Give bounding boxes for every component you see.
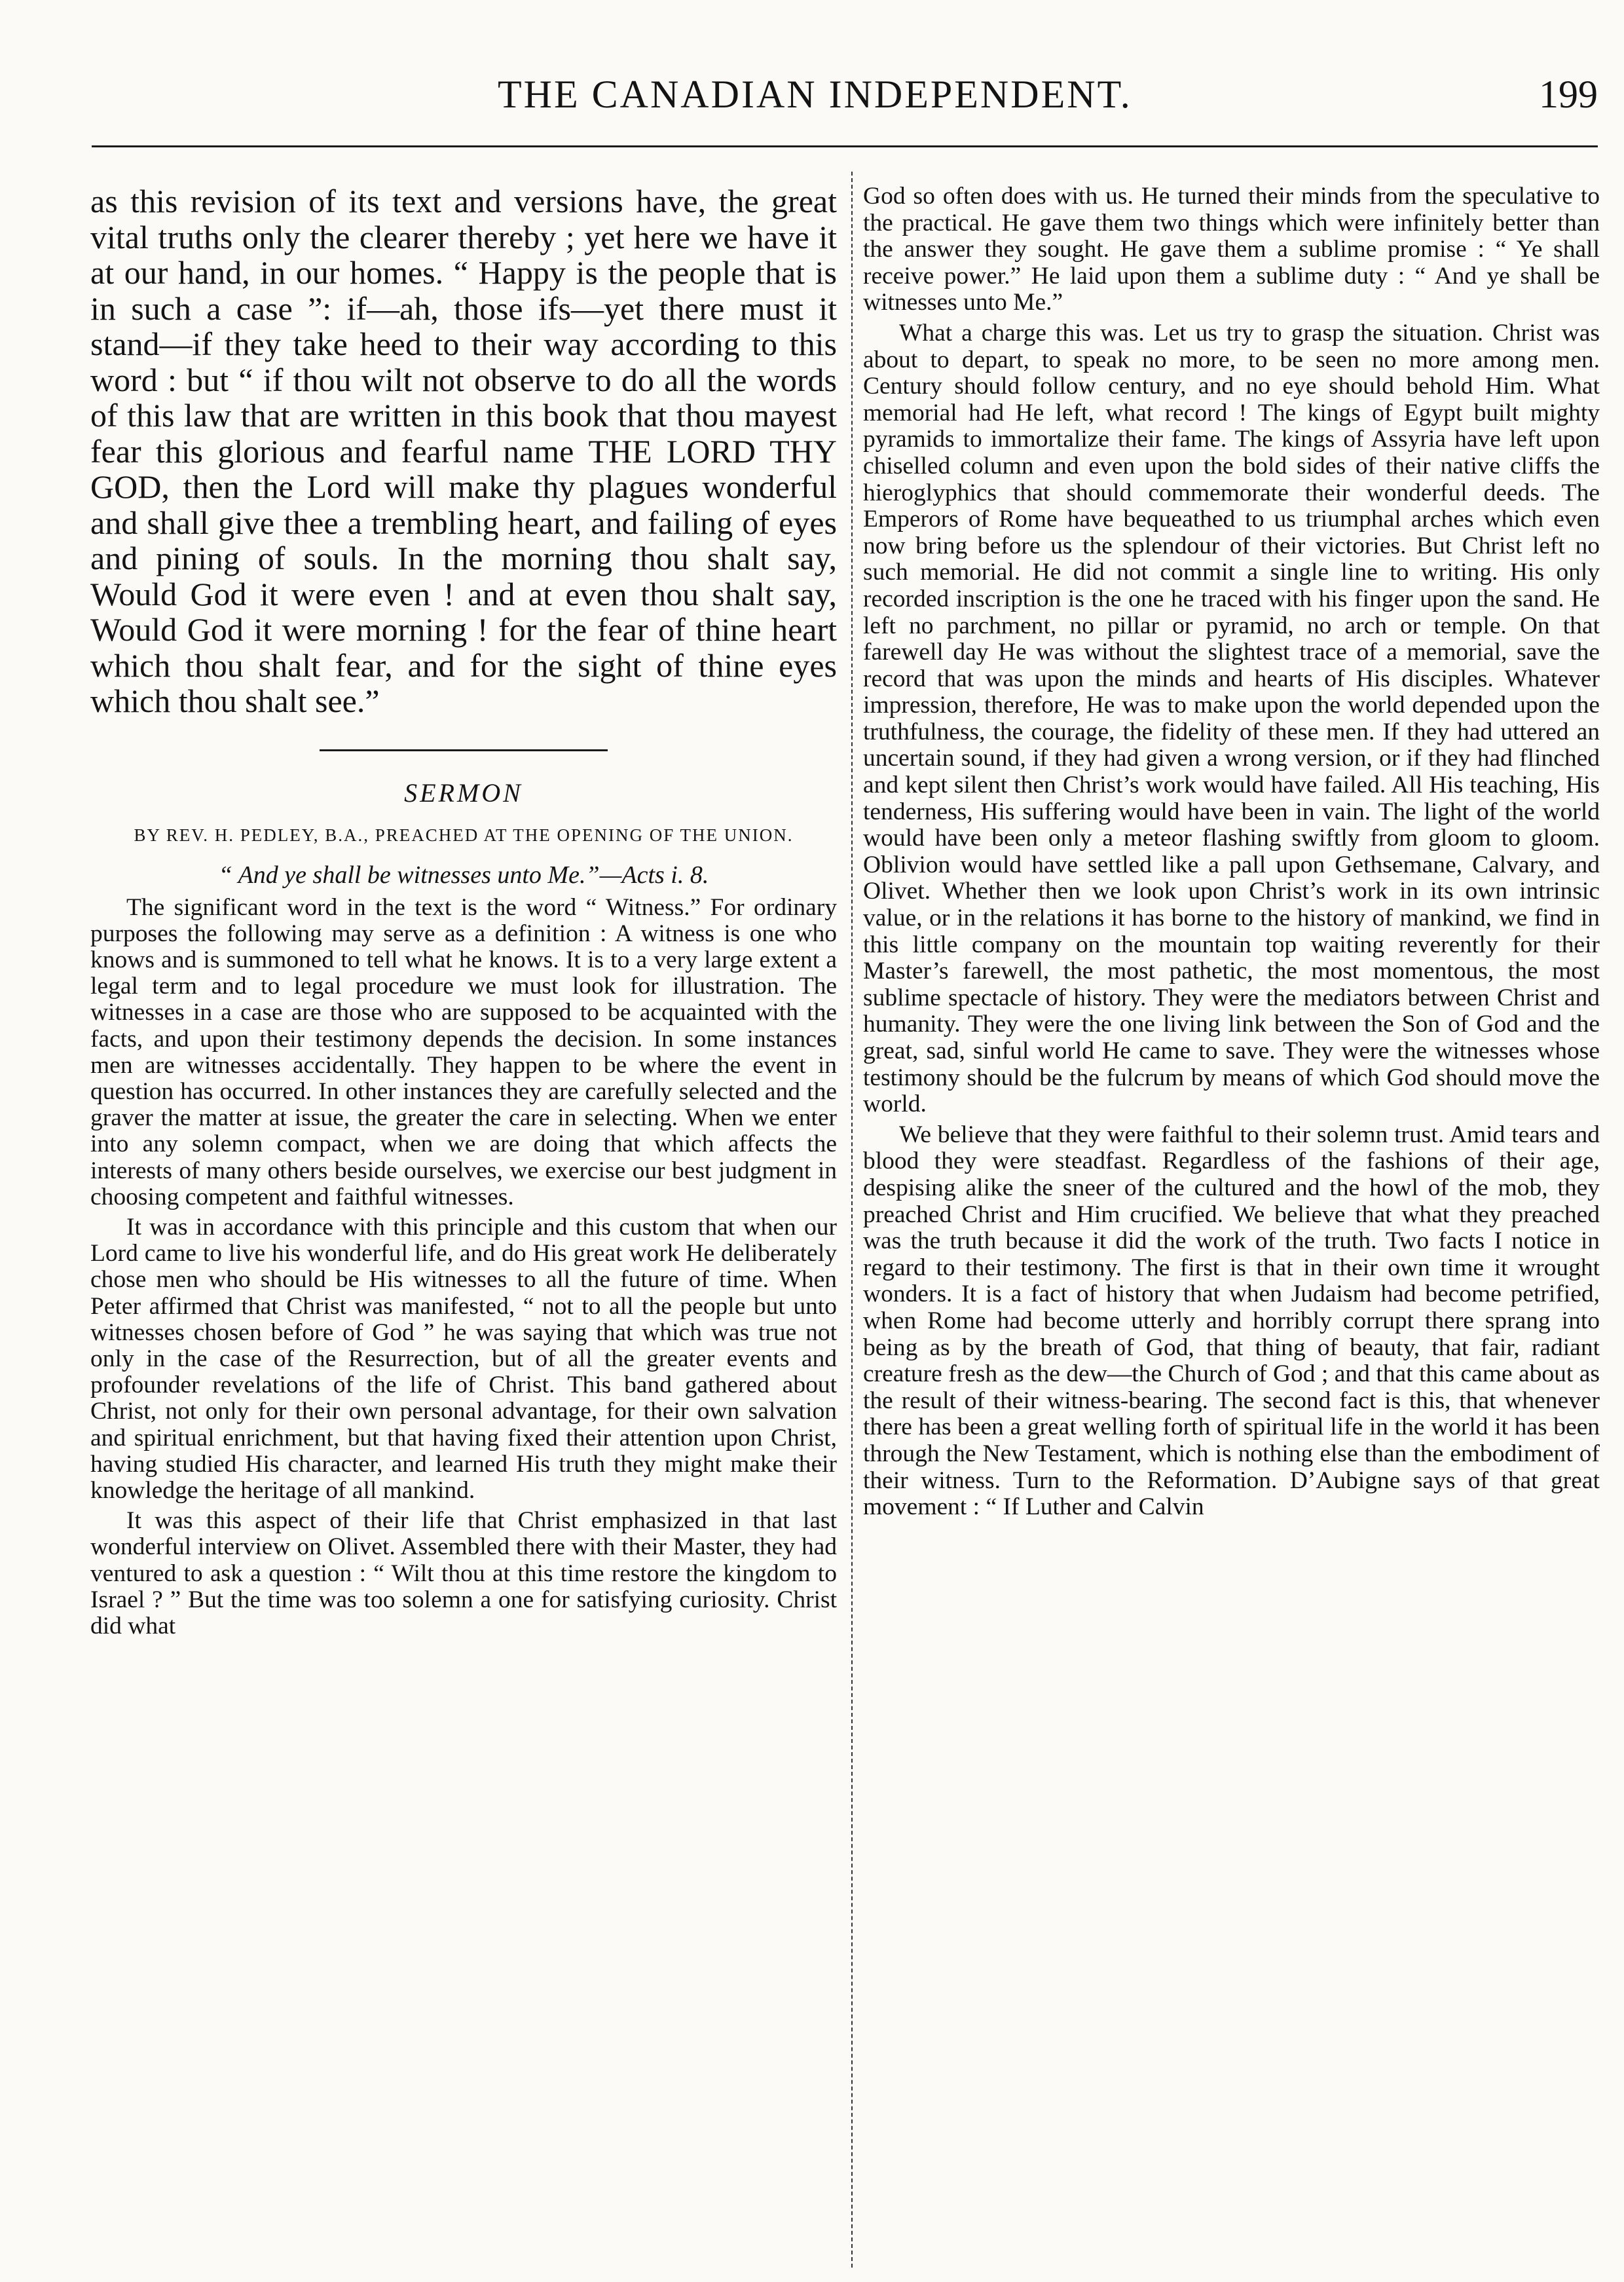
header-rule <box>92 145 1598 147</box>
right-column <box>863 183 1600 1521</box>
scripture-excerpt <box>90 183 837 719</box>
excerpt-part-2: then the Lord will make thy plagues wonderful and shall give thee a trembling heart, and failing of eyes and pining of souls. In the morning thou shalt say, Would God it were even ! and at even thou shalt say, Would God it were morning ! for the fear of thine heart which thou shalt fear, and for the sight of thine eyes which thou shalt see.” <box>90 468 837 719</box>
paragraph: The significant word in the text is the word “ Witness.” For ordinary purposes the following may serve as a definition : A witness is one who knows and is summoned to tell what he knows. It is to a very large extent a legal term and to legal procedure we must look for illustration. The witnesses in a case are those who are supposed to be acquainted with the facts, and upon their testimony depends the decision. In some instances men are witnesses accidentally. They happen to be where the event in question has occurred. In other instances they are carefully selected and the graver the matter at issue, the greater the care in selecting. When we enter into any solemn compact, when we are doing that which affects the interests of many others beside ourselves, we exercise our best judgment in choosing competent and faithful witnesses. <box>90 893 837 1210</box>
excerpt-part-1: as this revision of its text and versions have, the great vital truths only the clearer thereby ; yet here we have it at our hand, in our homes. “ Happy is the people that is in such a case ”: if—ah, those ifs—yet there must it stand—if they take heed to their way according to this word : but “ if thou wilt not observe to do all the words of this law that are written in this book that thou mayest fear this glorious and fearful name <box>90 183 837 470</box>
sermon-epigraph: “ And ye shall be witnesses unto Me.”—Acts i. 8. <box>218 861 709 889</box>
page-number: 199 <box>1539 73 1598 116</box>
paragraph: We believe that they were faithful to their solemn trust. Amid tears and blood they were steadfast. Regardless of the fashions of their age, despising alike the sneer of the cultured and the howl of the mob, they preached Christ and Him crucified. We believe that what they preached was the truth because it did the work of the truth. Two facts I notice in regard to their testimony. The first is that in their own time it wrought wonders. It is a fact of history that when Judaism had become petrified, when Rome had become utterly and horribly corrupt there sprang into being as by the breath of God, that thing of beauty, that fair, radiant creature fresh as the dew—the Church of God ; and that this came about as the result of their witness-bearing. The second fact is this, that whenever there has been a great welling forth of spiritual life in the world it has been through the New Testament, which is nothing else than the embodiment of their witness. Turn to the Reformation. D’Aubigne says of that great movement : “ If Luther and Calvin <box>863 1121 1600 1521</box>
divine-name: THE LORD THY GOD, <box>90 432 838 505</box>
paragraph: God so often does with us. He turned their minds from the speculative to the practical. He gave them two things which were infinitely better than the answer they sought. He gave them a sublime promise : “ Ye shall receive power.” He laid upon them a sublime duty : “ And ye shall be witnesses unto Me.” <box>863 183 1600 316</box>
sermon-title: SERMON <box>404 777 523 808</box>
column-separator <box>851 172 853 2268</box>
left-column <box>90 183 837 1639</box>
paragraph: It was in accordance with this principle and this custom that when our Lord came to live his wonderful life, and do His great work He deliberately chose men who should be His witnesses to all the future of time. When Peter affirmed that Christ was manifested, “ not to all the people but unto witnesses chosen before of God ” he was saying that which was true not only in the case of the Resurrection, but of all the greater events and profounder revelations of the life of Christ. This band gathered about Christ, not only for their own personal advantage, for their own salvation and spiritual enrichment, but that having fixed their attention upon Christ, having studied His character, and learned His truth they might make their knowledge the heritage of all mankind. <box>90 1213 837 1504</box>
running-title: THE CANADIAN INDEPENDENT. <box>498 73 1132 116</box>
section-divider <box>320 749 608 751</box>
paragraph: What a charge this was. Let us try to grasp the situation. Christ was about to depart, to speak no more, to be seen no more among men. Century should follow century, and no eye should behold Him. What memorial had He left, what record ! The kings of Egypt built mighty pyramids to immortalize their fame. The kings of Assyria have left upon chiselled column and even upon the bold sides of their native cliffs the hieroglyphics that should commemorate their wonderful deeds. The Emperors of Rome have bequeathed to us triumphal arches which even now bring before us the splendour of their victories. But Christ left no such memorial. He did not commit a single line to writing. His only recorded inscription is the one he traced with his finger upon the sand. He left no parchment, no pillar or pyramid, no arch or temple. On that farewell day He was without the slightest trace of a memorial, save the record that was upon the minds and hearts of His disciples. Whatever impression, therefore, He was to make upon the world depended upon the truthfulness, the courage, the fidelity of these men. If they had uttered an uncertain sound, if they had given a wrong version, or if they had flinched and kept silent then Christ’s work would have failed. All His teaching, His tenderness, His suffering would have been in vain. The light of the world would have been only a meteor flashing swiftly from gloom to gloom. Oblivion would have settled like a pall upon Gethsemane, Calvary, and Olivet. Whether then we look upon Christ’s work in its own intrinsic value, or in the relations it has borne to the history of mankind, we find in this little company on the mountain top waiting reverently for their Master’s farewell, the most pathetic, the most momentous, the most sublime spectacle of history. They were the mediators between Christ and humanity. They were the one living link between the Son of God and the great, sad, sinful world He came to save. They were the witnesses whose testimony should be the fulcrum by means of which God should move the world. <box>863 319 1600 1118</box>
paragraph: It was this aspect of their life that Christ emphasized in that last wonderful interview on Olivet. Assembled there with their Master, they had ventured to ask a question : “ Wilt thou at this time restore the kingdom to Israel ? ” But the time was too solemn a one for satisfying curiosity. Christ did what <box>90 1507 837 1639</box>
sermon-byline: BY REV. H. PEDLEY, B.A., PREACHED AT THE OPENING OF THE UNION. <box>134 825 794 845</box>
page-header <box>92 72 1598 124</box>
